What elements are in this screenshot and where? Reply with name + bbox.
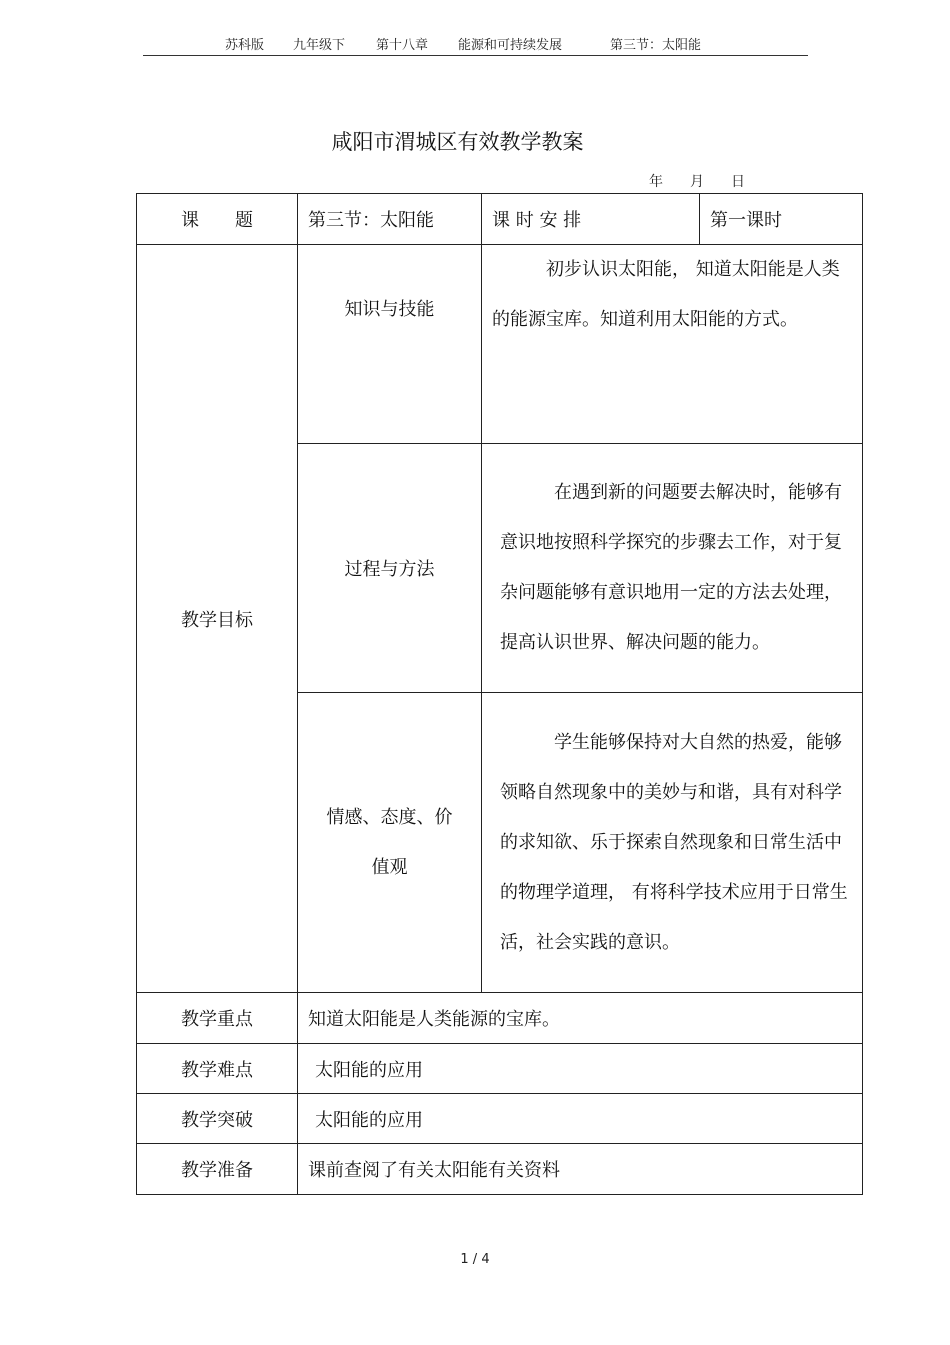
running-header — [143, 34, 808, 54]
objective-text-knowledge — [482, 245, 862, 345]
header-publisher: 苏科版 — [225, 38, 265, 53]
page-number: 1 / 4 — [460, 1252, 490, 1267]
objective-text-knowledge-cell — [482, 245, 863, 444]
objective-label-process: 过程与方法 — [298, 444, 482, 693]
objective-text-process — [482, 468, 862, 668]
schedule-label: 课 时 安 排 — [482, 194, 700, 245]
topic-value: 第三节：太阳能 — [298, 194, 482, 245]
date-year: 年 — [649, 174, 663, 190]
header-chapter: 第十八章 — [376, 38, 429, 53]
key-points-row — [137, 993, 863, 1044]
objective-text-attitude — [482, 718, 862, 968]
objective-label-knowledge: 知识与技能 — [298, 245, 482, 444]
objective-text-attitude-cell — [482, 693, 863, 993]
difficulties-value: 太阳能的应用 — [298, 1044, 863, 1094]
breakthrough-label: 教学突破 — [137, 1094, 298, 1144]
topic-label: 课 题 — [137, 194, 298, 245]
preparation-label: 教学准备 — [137, 1144, 298, 1195]
schedule-value: 第一课时 — [700, 194, 863, 245]
breakthrough-value: 太阳能的应用 — [298, 1094, 863, 1144]
objective-row-knowledge — [137, 245, 863, 444]
header-rule — [143, 55, 808, 56]
key-points-label: 教学重点 — [137, 993, 298, 1044]
objective-knowledge-content: 初步认识太阳能， 知道太阳能是人类的能源宝库。知道利用太阳能的方式。 — [492, 259, 840, 330]
objectives-label: 教学目标 — [137, 245, 298, 993]
objective-attitude-content: 学生能够保持对大自然的热爱，能够领略自然现象中的美妙与和谐，具有对科学的求知欲、乐于探索自然现象和日常生活中的物理学道理， 有将科学技术应用于日常生活，社会实践的意识。 — [500, 731, 848, 953]
objective-label-attitude-line1: 情感、态度、价 — [326, 806, 453, 828]
objective-label-attitude-line2: 值观 — [371, 856, 408, 878]
preparation-value: 课前查阅了有关太阳能有关资料 — [298, 1144, 863, 1195]
date-day: 日 — [731, 174, 745, 190]
header-section: 第三节：太阳能 — [610, 38, 702, 53]
date-month: 月 — [690, 174, 704, 190]
header-grade: 九年级下 — [293, 38, 346, 53]
header-chapter-title: 能源和可持续发展 — [458, 38, 563, 53]
preparation-row — [137, 1144, 863, 1195]
difficulties-label: 教学难点 — [137, 1044, 298, 1094]
document-title: 咸阳市渭城区有效教学教案 — [331, 130, 584, 154]
lesson-plan-table — [136, 193, 863, 1195]
key-points-value: 知道太阳能是人类能源的宝库。 — [298, 993, 863, 1044]
difficulties-row — [137, 1044, 863, 1094]
objective-process-content: 在遇到新的问题要去解决时，能够有意识地按照科学探究的步骤去工作，对于复杂问题能够有意识地用一定的方法去处理，提高认识世界、解决问题的能力。 — [500, 482, 842, 653]
breakthrough-row — [137, 1094, 863, 1144]
objective-label-attitude — [298, 693, 482, 993]
topic-row — [137, 194, 863, 245]
objective-text-process-cell — [482, 444, 863, 693]
